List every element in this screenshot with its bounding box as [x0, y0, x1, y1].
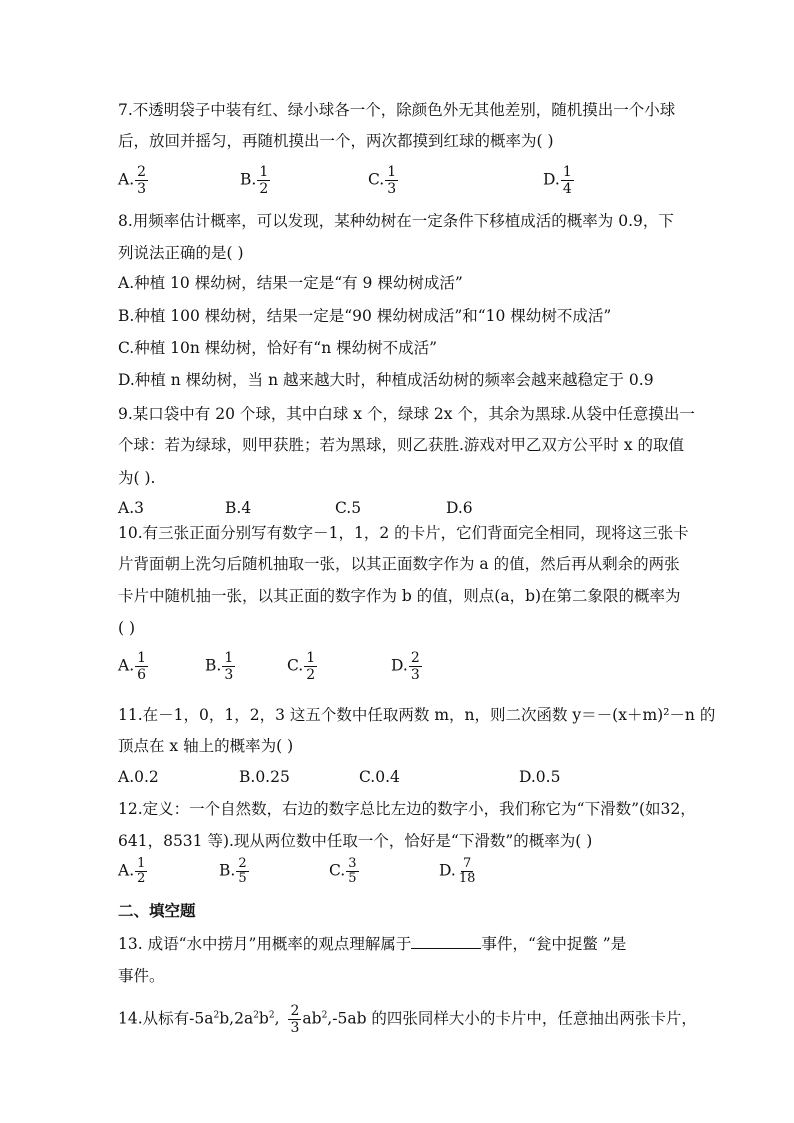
q7-option-a [118, 164, 149, 197]
q10-line2: 片背面朝上洗匀后随机抽取一张，以其正面数字作为 a 的值，然后再从剩余的两张 [118, 555, 680, 573]
q13-text-a: 13. 成语“水中捞月”用概率的观点理解属于 [118, 935, 412, 953]
q13-text-b: 事件，“瓮中捉鳖 ”是 [481, 935, 627, 953]
option-label: D. [439, 861, 456, 880]
q9-line3: 为( ). [118, 469, 156, 487]
q7-line2: 后，放回并摇匀，再随机摸出一个，两次都摸到红球的概率为( ) [118, 132, 554, 150]
fraction: $\frac{2}{5}$ [238, 856, 247, 886]
option-label: D. [543, 170, 560, 189]
option-label: A. [118, 656, 135, 675]
option-label: B. [205, 656, 222, 675]
fraction: $\frac{1}{2}$ [306, 650, 316, 683]
q7-option-b [240, 164, 271, 197]
q8-line1: 8.用频率估计概率，可以发现，某种幼树在一定条件下移植成活的概率为 0.9，下 [118, 212, 674, 230]
q9-option-a: A.3 [118, 499, 144, 517]
fraction: $\frac{2}{3}$ [290, 1003, 300, 1036]
fraction: $\frac{7}{18}$ [458, 856, 476, 886]
q11-option-c: C.0.4 [359, 768, 400, 786]
q7-line1: 7.不透明袋子中装有红、绿小球各一个，除颜色外无其他差别，随机摸出一个小球 [118, 101, 676, 119]
q8-option-d: D.种植 n 棵幼树，当 n 越来越大时，种植成活幼树的频率会越来越稳定于 0.9 [118, 371, 654, 389]
fraction: $\frac{3}{5}$ [348, 856, 357, 886]
q10-option-c [287, 650, 318, 683]
option-label: D. [391, 656, 408, 675]
q12-option-d [439, 857, 478, 886]
q10-option-a [118, 650, 149, 683]
q12-line2: 641，8531 等).现从两位数中任取一个，恰好是“下滑数”的概率为( ) [118, 832, 593, 850]
q9-option-c: C.5 [335, 499, 362, 517]
q9-option-b: B.4 [225, 499, 252, 517]
option-label: C. [287, 656, 304, 675]
option-label: A. [118, 861, 135, 880]
fraction: $\frac{1}{6}$ [137, 650, 147, 683]
section-heading: 二、填空题 [118, 901, 196, 920]
q10-line3: 卡片中随机抽一张，以其正面的数字作为 b 的值，则点(a，b)在第二象限的概率为 [118, 587, 681, 605]
q10-option-b [205, 650, 236, 683]
q12-option-c [329, 857, 360, 886]
fraction: $\frac{1}{3}$ [224, 650, 234, 683]
q12-option-a [118, 857, 148, 886]
q10-line1: 10.有三张正面分别写有数字－1，1，2 的卡片，它们背面完全相同，现将这三张卡 [118, 524, 689, 542]
q12-option-b [219, 857, 250, 886]
fraction: $\frac{2}{3}$ [137, 164, 147, 197]
q7-option-d [543, 164, 575, 197]
q13-line2: 事件。 [118, 967, 165, 985]
q14-line1: 14.从标有$-5a^2b,2a^2b^2$, $\frac{2}{3}$ $ab^2,-5ab$ 的四张同样大小的卡片中，任意抽出两张卡片， [118, 1003, 697, 1036]
fraction: $\frac{1}{2}$ [259, 164, 269, 197]
q11-option-a: A.0.2 [118, 768, 159, 786]
option-label: B. [219, 861, 236, 880]
q8-option-b: B.种植 100 棵幼树，结果一定是“90 棵幼树成活”和“10 棵幼树不成活” [118, 307, 612, 325]
q9-option-d: D.6 [446, 499, 473, 517]
option-label: C. [368, 170, 385, 189]
q11-option-d: D.0.5 [519, 768, 561, 786]
q10-option-d [391, 650, 423, 683]
q12-line1: 12.定义：一个自然数，右边的数字总比左边的数字小，我们称它为“下滑数”(如32， [118, 800, 696, 818]
answer-blank [411, 934, 481, 949]
option-label: B. [240, 170, 257, 189]
fraction: $\frac{1}{2}$ [137, 856, 146, 886]
q7-option-c [368, 164, 399, 197]
q11-line1: 11.在－1，0，1，2，3 这五个数中任取两数 m，n，则二次函数 y＝－(x＋m)²－n 的 [118, 706, 716, 724]
q13-line1 [118, 933, 626, 955]
q10-line4: ( ) [118, 619, 136, 637]
fraction: $\frac{2}{3}$ [410, 650, 420, 683]
q8-option-c: C.种植 10n 棵幼树，恰好有“n 棵幼树不成活” [118, 339, 438, 357]
q9-line2: 个球：若为绿球，则甲获胜；若为黑球，则乙获胜.游戏对甲乙双方公平时 x 的取值 [118, 436, 685, 454]
option-label: C. [329, 861, 346, 880]
q11-option-b: B.0.25 [239, 768, 290, 786]
fraction: $\frac{1}{4}$ [562, 164, 572, 197]
q8-line2: 列说法正确的是( ) [118, 244, 244, 262]
option-label: A. [118, 170, 135, 189]
q8-option-a: A.种植 10 棵幼树，结果一定是“有 9 棵幼树成活” [118, 274, 463, 292]
q11-line2: 顶点在 x 轴上的概率为( ) [118, 737, 294, 755]
q9-line1: 9.某口袋中有 20 个球，其中白球 x 个，绿球 2x 个，其余为黑球.从袋中任意摸出一 [118, 405, 695, 423]
fraction: $\frac{1}{3}$ [387, 164, 397, 197]
